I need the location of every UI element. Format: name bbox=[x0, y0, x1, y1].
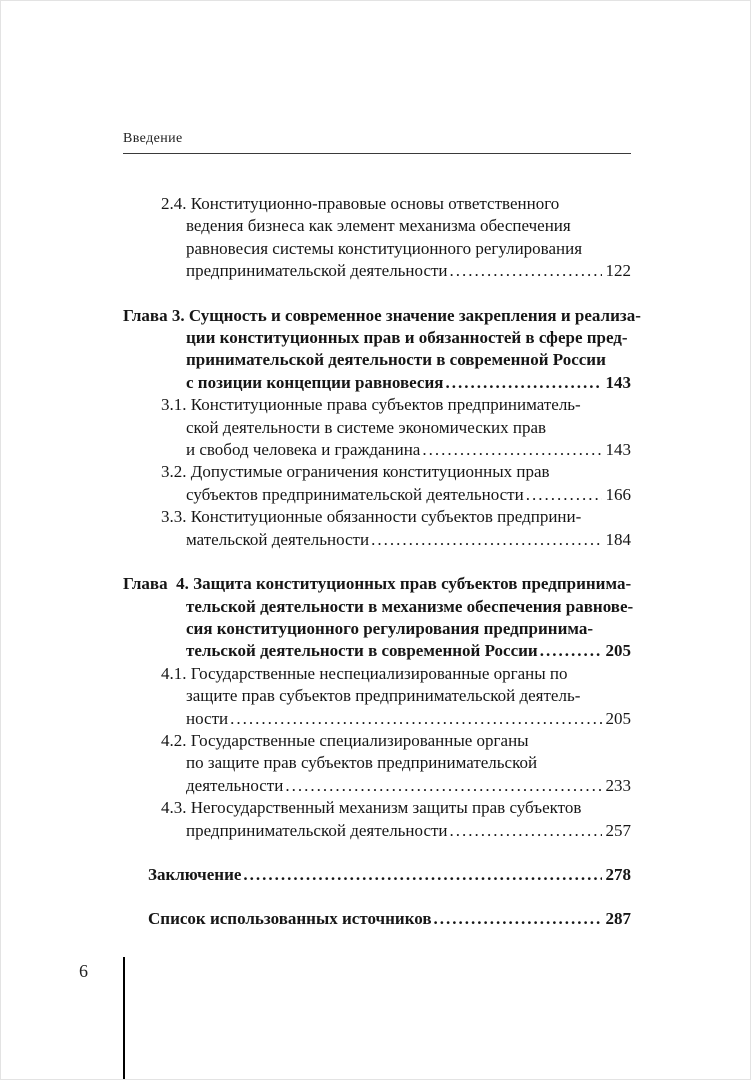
toc-line-text: 3.2. Допустимые ограничения конституционных прав bbox=[161, 462, 550, 482]
toc-line-text: ведения бизнеса как элемент механизма обеспечения bbox=[186, 216, 571, 236]
toc-line-text: тельской деятельности в современной России bbox=[186, 641, 538, 661]
toc-line bbox=[123, 864, 631, 886]
toc-line bbox=[123, 394, 631, 416]
toc-line-text: Глава 4. Защита конституционных прав субъектов предпринима- bbox=[123, 574, 632, 594]
toc-line bbox=[123, 484, 631, 506]
dot-leader bbox=[230, 708, 601, 730]
toc-line-text: 4.3. Негосударственный механизм защиты прав субъектов bbox=[161, 798, 582, 818]
footer-page-number: 6 bbox=[79, 961, 88, 981]
toc-entry bbox=[123, 864, 631, 886]
toc-page-number: 166 bbox=[605, 484, 631, 504]
toc-line-text: и свобод человека и гражданина bbox=[186, 440, 421, 460]
toc-line bbox=[123, 640, 631, 662]
toc-line-text: тельской деятельности в механизме обеспечения равнове- bbox=[186, 596, 634, 616]
toc-line bbox=[123, 417, 631, 439]
toc-page-number: 257 bbox=[605, 820, 631, 840]
toc-page-number: 122 bbox=[605, 261, 631, 281]
toc-line bbox=[123, 708, 631, 730]
toc-entry bbox=[123, 193, 631, 283]
dot-leader bbox=[450, 820, 602, 842]
toc-entry bbox=[123, 908, 631, 930]
toc-entry bbox=[123, 573, 634, 663]
dot-leader bbox=[445, 372, 601, 394]
dot-leader bbox=[371, 529, 601, 551]
toc-line-text: с позиции концепции равновесия bbox=[186, 372, 444, 392]
toc-line-text: 4.2. Государственные специализированные органы bbox=[161, 730, 529, 750]
toc-entry bbox=[123, 394, 631, 461]
toc-line-text: сия конституционного регулирования предпринима- bbox=[186, 618, 594, 638]
dot-leader bbox=[422, 439, 601, 461]
toc-list bbox=[123, 193, 641, 931]
header-rule bbox=[123, 153, 631, 154]
toc-line bbox=[123, 193, 631, 215]
toc-line-text: 3.1. Конституционные права субъектов предприниматель- bbox=[161, 395, 581, 415]
toc-line-text: ции конституционных прав и обязанностей в сфере пред- bbox=[186, 328, 628, 348]
toc-line bbox=[123, 529, 631, 551]
toc-line bbox=[123, 573, 631, 595]
toc-line-text: по защите прав субъектов предпринимательской bbox=[186, 753, 538, 773]
toc-line-text: деятельности bbox=[186, 775, 284, 795]
toc-line-text: Заключение bbox=[148, 864, 242, 884]
toc-line bbox=[123, 238, 631, 260]
toc-line bbox=[123, 439, 631, 461]
toc-page-number: 143 bbox=[605, 440, 631, 460]
toc-line bbox=[123, 596, 634, 618]
toc-line bbox=[123, 752, 631, 774]
toc-entry bbox=[123, 506, 631, 551]
toc-line bbox=[123, 506, 631, 528]
toc-line-text: ности bbox=[186, 708, 229, 728]
toc-entry bbox=[123, 797, 631, 842]
toc-line-text: 3.3. Конституционные обязанности субъектов предприни- bbox=[161, 507, 582, 527]
toc-line-text: субъектов предпринимательской деятельности bbox=[186, 484, 524, 504]
dot-leader bbox=[450, 260, 602, 282]
footer-vertical-rule bbox=[123, 957, 125, 1080]
toc-entry bbox=[123, 305, 641, 395]
toc-line-text: 4.1. Государственные неспециализированные органы по bbox=[161, 663, 568, 683]
dot-leader bbox=[285, 775, 601, 797]
toc-line bbox=[123, 260, 631, 282]
dot-leader bbox=[434, 908, 602, 930]
dot-leader bbox=[526, 484, 602, 506]
toc-page-number: 205 bbox=[605, 641, 631, 661]
dot-leader bbox=[540, 640, 602, 662]
toc-line bbox=[123, 775, 631, 797]
toc-page-number: 143 bbox=[605, 372, 631, 392]
toc-line bbox=[123, 663, 631, 685]
toc-line-text: Глава 3. Сущность и современное значение закрепления и реализа- bbox=[123, 305, 641, 325]
toc-line-text: предпринимательской деятельности bbox=[186, 820, 448, 840]
toc-page-number: 278 bbox=[605, 864, 631, 884]
toc-page-number: 205 bbox=[605, 708, 631, 728]
toc-entry bbox=[123, 730, 631, 797]
toc-line bbox=[123, 730, 631, 752]
toc-line bbox=[123, 461, 631, 483]
dot-leader bbox=[243, 864, 601, 886]
toc-page-number: 184 bbox=[605, 529, 631, 549]
toc-line-text: 2.4. Конституционно-правовые основы ответственного bbox=[161, 194, 560, 213]
toc-entry bbox=[123, 461, 631, 506]
toc-line bbox=[123, 908, 631, 930]
toc-line bbox=[123, 215, 631, 237]
toc-line bbox=[123, 372, 631, 394]
toc-line-text: ской деятельности в системе экономических прав bbox=[186, 417, 547, 437]
toc-line-text: Список использованных источников bbox=[148, 909, 432, 929]
toc-line bbox=[123, 618, 631, 640]
toc-line bbox=[123, 797, 631, 819]
toc-line-text: равновесия системы конституционного регулирования bbox=[186, 238, 583, 258]
toc-line-text: предпринимательской деятельности bbox=[186, 261, 448, 281]
toc-line bbox=[123, 820, 631, 842]
toc-line bbox=[123, 349, 631, 371]
toc-entry bbox=[123, 663, 631, 730]
toc-line-text: принимательской деятельности в современной России bbox=[186, 350, 606, 370]
toc-page-number: 287 bbox=[605, 909, 631, 929]
toc-page-number: 233 bbox=[605, 775, 631, 795]
toc-line-text: мательской деятельности bbox=[186, 529, 370, 549]
toc-line bbox=[123, 685, 631, 707]
running-header: Введение bbox=[123, 131, 183, 146]
toc-line bbox=[123, 327, 631, 349]
toc-line bbox=[123, 305, 641, 327]
toc-line-text: защите прав субъектов предпринимательской деятель- bbox=[186, 686, 581, 706]
